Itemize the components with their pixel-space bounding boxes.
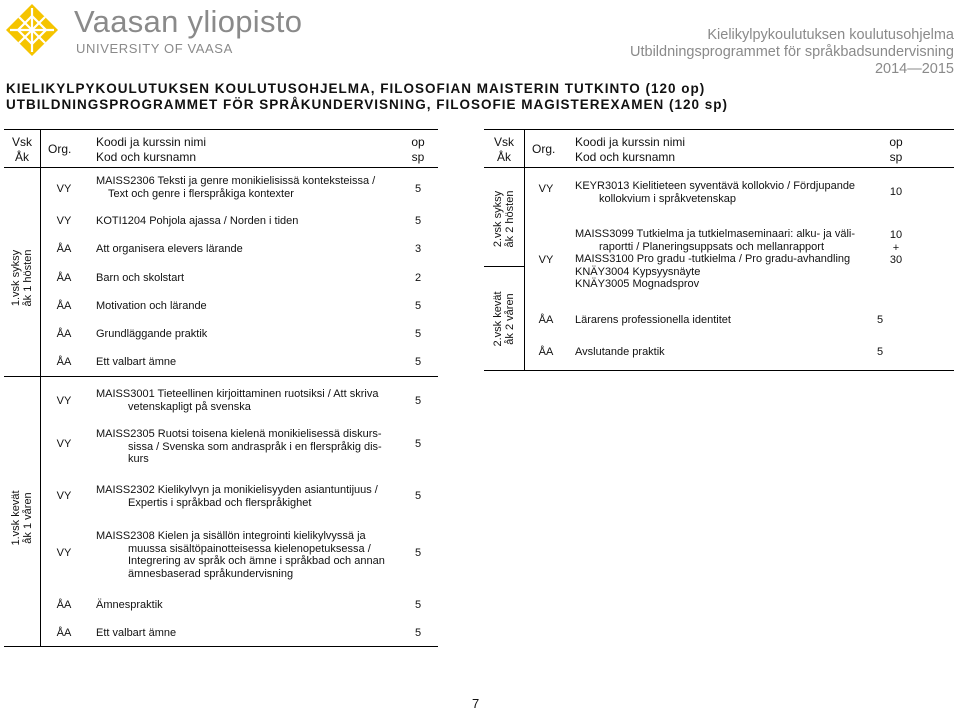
course-name: Ämnespraktik [96, 599, 163, 611]
course-org: VY [56, 438, 72, 450]
course-credits: 5 [414, 356, 422, 368]
course-org: VY [56, 547, 72, 559]
university-name-en: UNIVERSITY OF VAASA [76, 41, 233, 56]
course-credits: 5 [414, 438, 422, 450]
course-org: ÅA [538, 346, 554, 358]
page-number: 7 [472, 696, 480, 711]
header-course-name: Koodi ja kurssin nimi Kod och kursnamn [575, 135, 686, 164]
course-credits: 5 [414, 300, 422, 312]
course-credits: 5 [414, 490, 422, 502]
course-name: MAISS2306 Teksti ja genre monikielisissä konteksteissa / Text och genre i flerspråkiga kontexter [96, 175, 376, 200]
page-title-sv: UTBILDNINGSPROGRAMMET FÖR SPRÅKUNDERVISNING, FILOSOFIE MAGISTEREXAMEN (120 sp) [6, 97, 729, 112]
table-rule [484, 129, 954, 130]
header-vsk: Vsk Åk [11, 135, 32, 164]
course-credits: 3 [414, 243, 422, 255]
header-org: Org. [532, 142, 556, 156]
course-org: ÅA [56, 243, 72, 255]
course-credits: 5 [414, 328, 422, 340]
course-name: Ett valbart ämne [96, 627, 177, 639]
table-rule [4, 129, 438, 130]
course-name: Grundläggande praktik [96, 328, 208, 340]
table-rule [4, 167, 438, 168]
header-credits: op sp [889, 135, 903, 164]
course-name: MAISS3099 Tutkielma ja tutkielmaseminaari: alku- ja väli- raportti / Planeringsuppsats och mellanrapport MAISS3100 Pro gradu -tutkielma / Pro gradu-avhandling KNÄY3004 Kypsyysnäyte KNÄY3005 Mognadsprov [575, 228, 856, 290]
course-credits: 5 [876, 346, 884, 358]
course-org: VY [56, 183, 72, 195]
course-credits: 5 [414, 599, 422, 611]
table-rule [484, 370, 954, 371]
column-divider [40, 129, 41, 647]
course-org: ÅA [56, 599, 72, 611]
course-name: MAISS2305 Ruotsi toisena kielenä monikielisessä diskurs- sissa / Svenska som andraspråk i en flerspråkig dis- kurs [96, 428, 382, 465]
course-org: VY [56, 395, 72, 407]
course-org: ÅA [56, 328, 72, 340]
course-name: Motivation och lärande [96, 300, 207, 312]
course-credits: 2 [414, 272, 422, 284]
course-credits: 5 [414, 183, 422, 195]
course-org: VY [538, 254, 554, 266]
course-credits: 10 + 30 [889, 229, 903, 266]
program-name-sv: Utbildningsprogrammet för språkbadsundervisning [630, 44, 954, 60]
course-credits: 5 [414, 547, 422, 559]
university-name-fi: Vaasan yliopisto [74, 4, 303, 39]
course-credits: 5 [414, 627, 422, 639]
header-credits: op sp [411, 135, 425, 164]
course-credits: 10 [889, 186, 903, 198]
course-name: Ett valbart ämne [96, 356, 177, 368]
course-credits: 5 [414, 215, 422, 227]
table-rule [4, 376, 438, 377]
table-rule [4, 646, 438, 647]
course-org: VY [56, 490, 72, 502]
period-label-year2-spring: 2.vsk kevät åk 2 våren [492, 291, 516, 347]
course-org: ÅA [56, 272, 72, 284]
course-name: KOTI1204 Pohjola ajassa / Norden i tiden [96, 215, 299, 227]
header-vsk: Vsk Åk [493, 135, 514, 164]
course-name: Avslutande praktik [575, 346, 665, 358]
course-org: ÅA [56, 627, 72, 639]
course-credits: 5 [414, 395, 422, 407]
page-title-fi: KIELIKYLPYKOULUTUKSEN KOULUTUSOHJELMA, FILOSOFIAN MAISTERIN TUTKINTO (120 op) [6, 81, 706, 96]
column-divider [524, 129, 525, 371]
course-org: ÅA [56, 356, 72, 368]
course-org: ÅA [538, 314, 554, 326]
period-label-year1-autumn: 1.vsk syksy åk 1 hösten [10, 249, 34, 307]
course-credits: 5 [876, 314, 884, 326]
course-name: Att organisera elevers lärande [96, 243, 243, 255]
course-name: MAISS2302 Kielikylvyn ja monikielisyyden asiantuntijuus / Expertis i språkbad och flerspråkighet [96, 484, 378, 509]
course-name: KEYR3013 Kielitieteen syventävä kollokvio / Fördjupande kollokvium i språkvetenskap [575, 180, 856, 205]
course-name: MAISS2308 Kielen ja sisällön integrointi kielikylvyssä ja muussa sisältöpainotteisessa kielenopetuksessa / Integrering av språk och ämne i språkbad och annan ämnesbaserad språkundervisning [96, 530, 385, 580]
period-label-year2-autumn: 2.vsk syksy åk 2 hösten [492, 190, 516, 248]
header-org: Org. [48, 142, 72, 156]
course-name: Lärarens professionella identitet [575, 314, 731, 326]
course-org: VY [56, 215, 72, 227]
course-org: ÅA [56, 300, 72, 312]
table-rule [484, 167, 954, 168]
program-name-fi: Kielikylpykoulutuksen koulutusohjelma [707, 27, 954, 43]
header-course-name: Koodi ja kurssin nimi Kod och kursnamn [96, 135, 207, 164]
course-org: VY [538, 183, 554, 195]
academic-years: 2014—2015 [874, 61, 954, 77]
course-name: Barn och skolstart [96, 272, 185, 284]
period-label-year1-spring: 1.vsk kevät åk 1 våren [10, 490, 34, 546]
course-name: MAISS3001 Tieteellinen kirjoittaminen ruotsiksi / Att skriva vetenskapligt på svenska [96, 388, 379, 413]
university-logo-icon [6, 4, 58, 56]
